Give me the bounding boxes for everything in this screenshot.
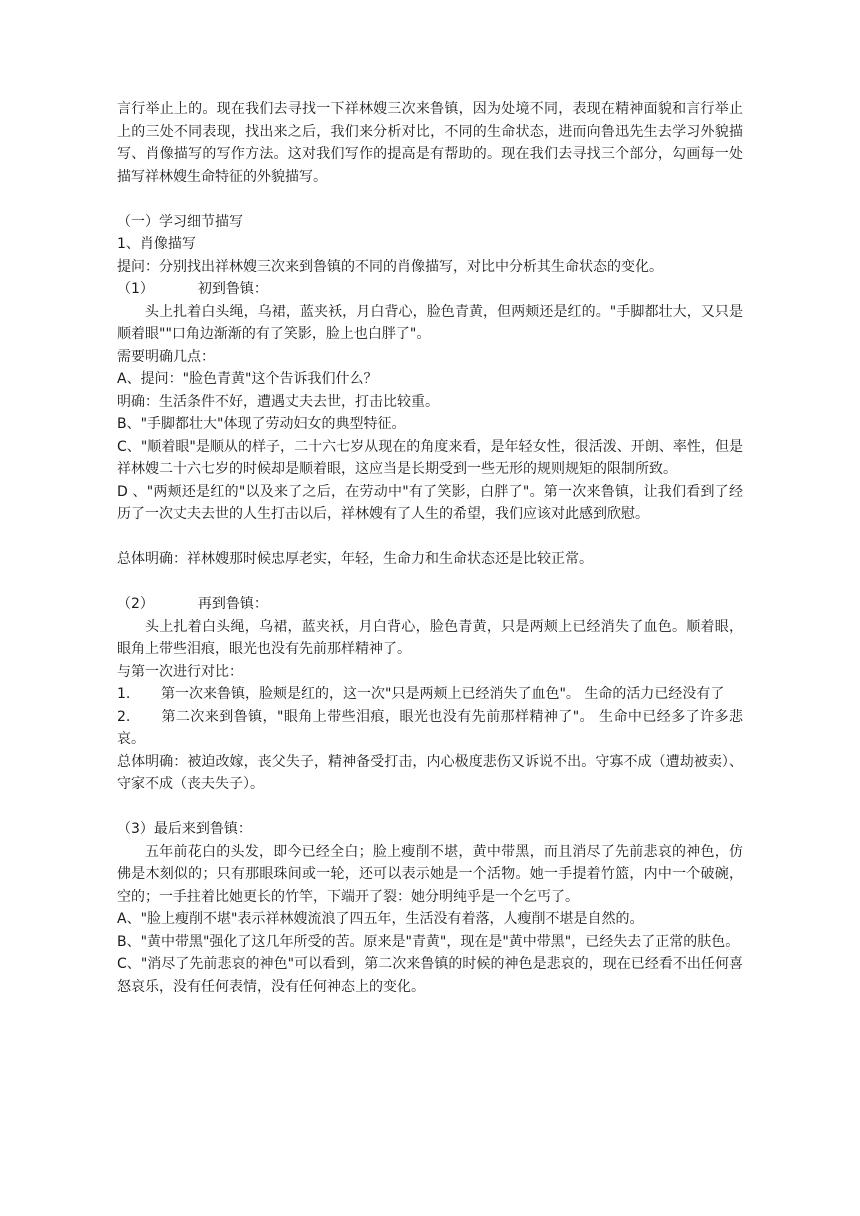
- compare-item-2-text: 第二次来到鲁镇，"眼角上带些泪痕，眼光也没有先前那样精神了"。 生命中已经多了许多悲哀。: [117, 708, 743, 747]
- compare-item-2-number: 2.: [117, 708, 131, 725]
- second-visit-summary: 总体明确：被迫改嫁，丧父失子，精神备受打击，内心极度悲伤又诉说不出。守寡不成（遭劫被卖）、守家不成（丧夫失子）。: [117, 753, 743, 792]
- second-visit-heading: [117, 593, 743, 616]
- first-visit-heading: [117, 278, 743, 301]
- compare-item-1: [117, 683, 743, 706]
- compare-item-1-text: 第一次来鲁镇，脸颊是红的，这一次"只是两颊上已经消失了血色"。 生命的活力已经没有了: [161, 686, 725, 702]
- third-visit-description: 五年前花白的头发，即今已经全白；脸上瘦削不堪，黄中带黑，而且消尽了先前悲哀的神色，仿佛是木刻似的；只有那眼珠间或一轮，还可以表示她是一个活物。她一手提着竹篮，内中一个破碗，空的；一手拄着比她更长的竹竿，下端开了裂：她分明纯乎是一个乞丐了。: [117, 843, 743, 905]
- point-a-answer: 明确：生活条件不好，遭遇丈夫去世，打击比较重。: [117, 393, 439, 410]
- blank-line: [117, 571, 743, 594]
- compare-item-2: [117, 706, 743, 751]
- sub-heading: 1、肖像描写: [117, 236, 196, 252]
- intro-paragraph: 言行举止上的。现在我们去寻找一下祥林嫂三次来鲁镇，因为处境不同，表现在精神面貌和言行举止上的三处不同表现，找出来之后，我们来分析对比，不同的生命状态，进而向鲁迅先生去学习外貌描写、肖像描写的写作方法。这对我们写作的提高是有帮助的。现在我们去寻找三个部分，勾画每一处描写祥林嫂生命特征的外貌描写。: [117, 101, 743, 185]
- third-point-c: C、"消尽了先前悲哀的神色"可以看到，第二次来鲁镇的时候的神色是悲哀的，现在已经看不出任何喜怒哀乐，没有任何表情，没有任何神态上的变化。: [117, 956, 743, 995]
- point-b: B、"手脚都壮大"体现了劳动妇女的典型特征。: [117, 416, 406, 432]
- second-visit-title: 再到鲁镇：: [197, 596, 268, 612]
- first-visit-label: （1）: [117, 281, 154, 297]
- point-d: D 、"两颊还是红的"以及来了之后，在劳动中"有了笑影，白胖了"。第一次来鲁镇，让我们看到了经历了一次丈夫去世的人生打击以后，祥林嫂有了人生的希望，我们应该对此感到欣慰。: [117, 483, 743, 522]
- document-body: [117, 98, 743, 998]
- first-visit-summary: 总体明确：祥林嫂那时候忠厚老实，年轻，生命力和生命状态还是比较正常。: [117, 551, 593, 567]
- question-paragraph: 提问：分别找出祥林嫂三次来到鲁镇的不同的肖像描写，对比中分析其生命状态的变化。: [117, 258, 663, 275]
- point-a-question: A、提问："脸色青黄"这个告诉我们什么？: [117, 371, 378, 387]
- first-visit-description: 头上扎着白头绳，乌裙，蓝夹袄，月白背心，脸色青黄，但两颊还是红的。"手脚都壮大，又只是顺着眼""口角边渐渐的有了笑影，脸上也白胖了"。: [117, 303, 743, 342]
- compare-item-1-number: 1.: [117, 686, 131, 702]
- first-visit-title: 初到鲁镇：: [197, 281, 268, 297]
- compare-intro: 与第一次进行对比：: [117, 663, 243, 680]
- blank-line: [117, 796, 743, 819]
- third-visit-heading: （3）最后来到鲁镇：: [117, 821, 252, 837]
- third-point-a: A、"脸上瘦削不堪"表示祥林嫂流浪了四五年，生活没有着落，人瘦削不堪是自然的。: [117, 911, 644, 927]
- blank-line: [117, 526, 743, 549]
- third-point-b: B、"黄中带黑"强化了这几年所受的苦。原来是"青黄"，现在是"黄中带黑"，已经失去了正常的肤色。: [117, 933, 740, 950]
- clarify-intro: 需要明确几点：: [117, 348, 215, 365]
- second-visit-label: （2）: [117, 596, 154, 612]
- second-visit-description: 头上扎着白头绳，乌裙，蓝夹袄，月白背心，脸色青黄，只是两颊上已经消失了血色。顺着眼，眼角上带些泪痕，眼光也没有先前那样精神了。: [117, 618, 743, 657]
- section-heading: （一）学习细节描写: [117, 213, 243, 230]
- blank-line: [117, 188, 743, 211]
- point-c: C、"顺着眼"是顺从的样子，二十六七岁从现在的角度来看，是年轻女性，很活泼、开朗、率性，但是祥林嫂二十六七岁的时候却是顺着眼，这应当是长期受到一些无形的规则规矩的限制所致。: [117, 438, 743, 477]
